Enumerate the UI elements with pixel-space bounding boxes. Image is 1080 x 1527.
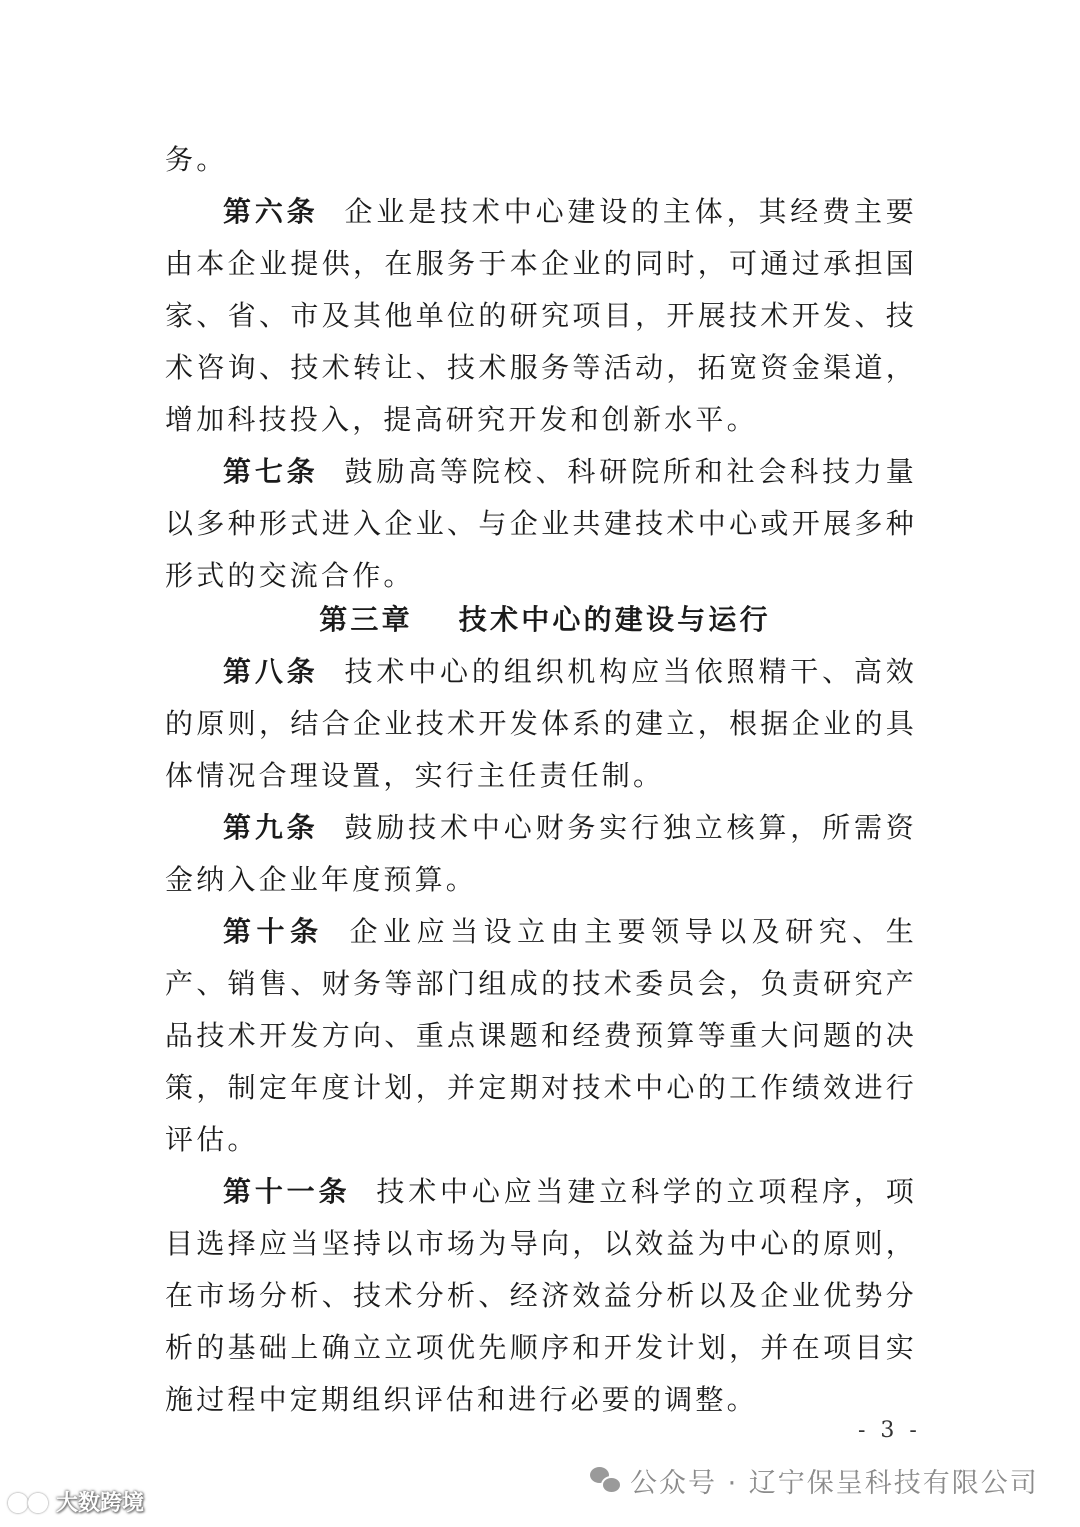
- continued-paragraph: [165, 134, 917, 186]
- article-6-text: 企业是技术中心建设的主体，其经费主要由本企业提供，在服务于本企业的同时，可通过承担国家、省、市及其他单位的研究项目，开展技术开发、技术咨询、技术转让、技术服务等活动，拓宽资金渠道，增加科技投入，提高研究开发和创新水平。: [165, 195, 917, 436]
- chapter-number: 第三章: [319, 603, 413, 636]
- article-11-label: 第十一条: [223, 1175, 351, 1208]
- article-9: [165, 802, 917, 906]
- article-11-text: 技术中心应当建立科学的立项程序，项目选择应当坚持以市场为导向，以效益为中心的原则，在市场分析、技术分析、经济效益分析以及企业优势分析的基础上确立立项优先顺序和开发计划，并在项目实施过程中定期组织评估和进行必要的调整。: [165, 1175, 917, 1416]
- body-text-lower: [165, 646, 917, 1426]
- article-10-label: 第十条: [223, 915, 324, 948]
- eye-icon: [6, 1490, 52, 1512]
- article-8: [165, 646, 917, 802]
- article-9-text: 鼓励技术中心财务实行独立核算，所需资金纳入企业年度预算。: [165, 811, 917, 896]
- chapter-title: 技术中心的建设与运行: [458, 603, 771, 636]
- article-7-text: 鼓励高等院校、科研院所和社会科技力量以多种形式进入企业、与企业共建技术中心或开展多种形式的交流合作。: [165, 455, 917, 592]
- article-8-label: 第八条: [223, 655, 319, 688]
- wechat-icon: [590, 1467, 620, 1493]
- page-number: - 3 -: [858, 1418, 921, 1443]
- chapter-heading-block: [165, 594, 917, 646]
- corner-brand-text: 大数跨境: [56, 1490, 145, 1516]
- article-7-label: 第七条: [223, 455, 319, 488]
- article-9-label: 第九条: [223, 811, 319, 844]
- body-text-upper: [165, 134, 917, 602]
- article-6-label: 第六条: [223, 195, 319, 228]
- article-6: [165, 186, 917, 446]
- article-10-text: 企业应当设立由主要领导以及研究、生产、销售、财务等部门组成的技术委员会，负责研究产品技术开发方向、重点课题和经费预算等重大问题的决策，制定年度计划，并定期对技术中心的工作绩效进行评估。: [165, 915, 917, 1156]
- continued-text: 务。: [165, 143, 228, 176]
- corner-watermark: [6, 1484, 144, 1518]
- wechat-watermark: [590, 1460, 1039, 1500]
- article-8-text: 技术中心的组织机构应当依照精干、高效的原则，结合企业技术开发体系的建立，根据企业的具体情况合理设置，实行主任责任制。: [165, 655, 917, 792]
- article-10: [165, 906, 917, 1166]
- article-7: [165, 446, 917, 602]
- chapter-heading: [165, 594, 917, 646]
- wechat-account-text: 公众号 · 辽宁保呈科技有限公司: [630, 1467, 1039, 1499]
- article-11: [165, 1166, 917, 1426]
